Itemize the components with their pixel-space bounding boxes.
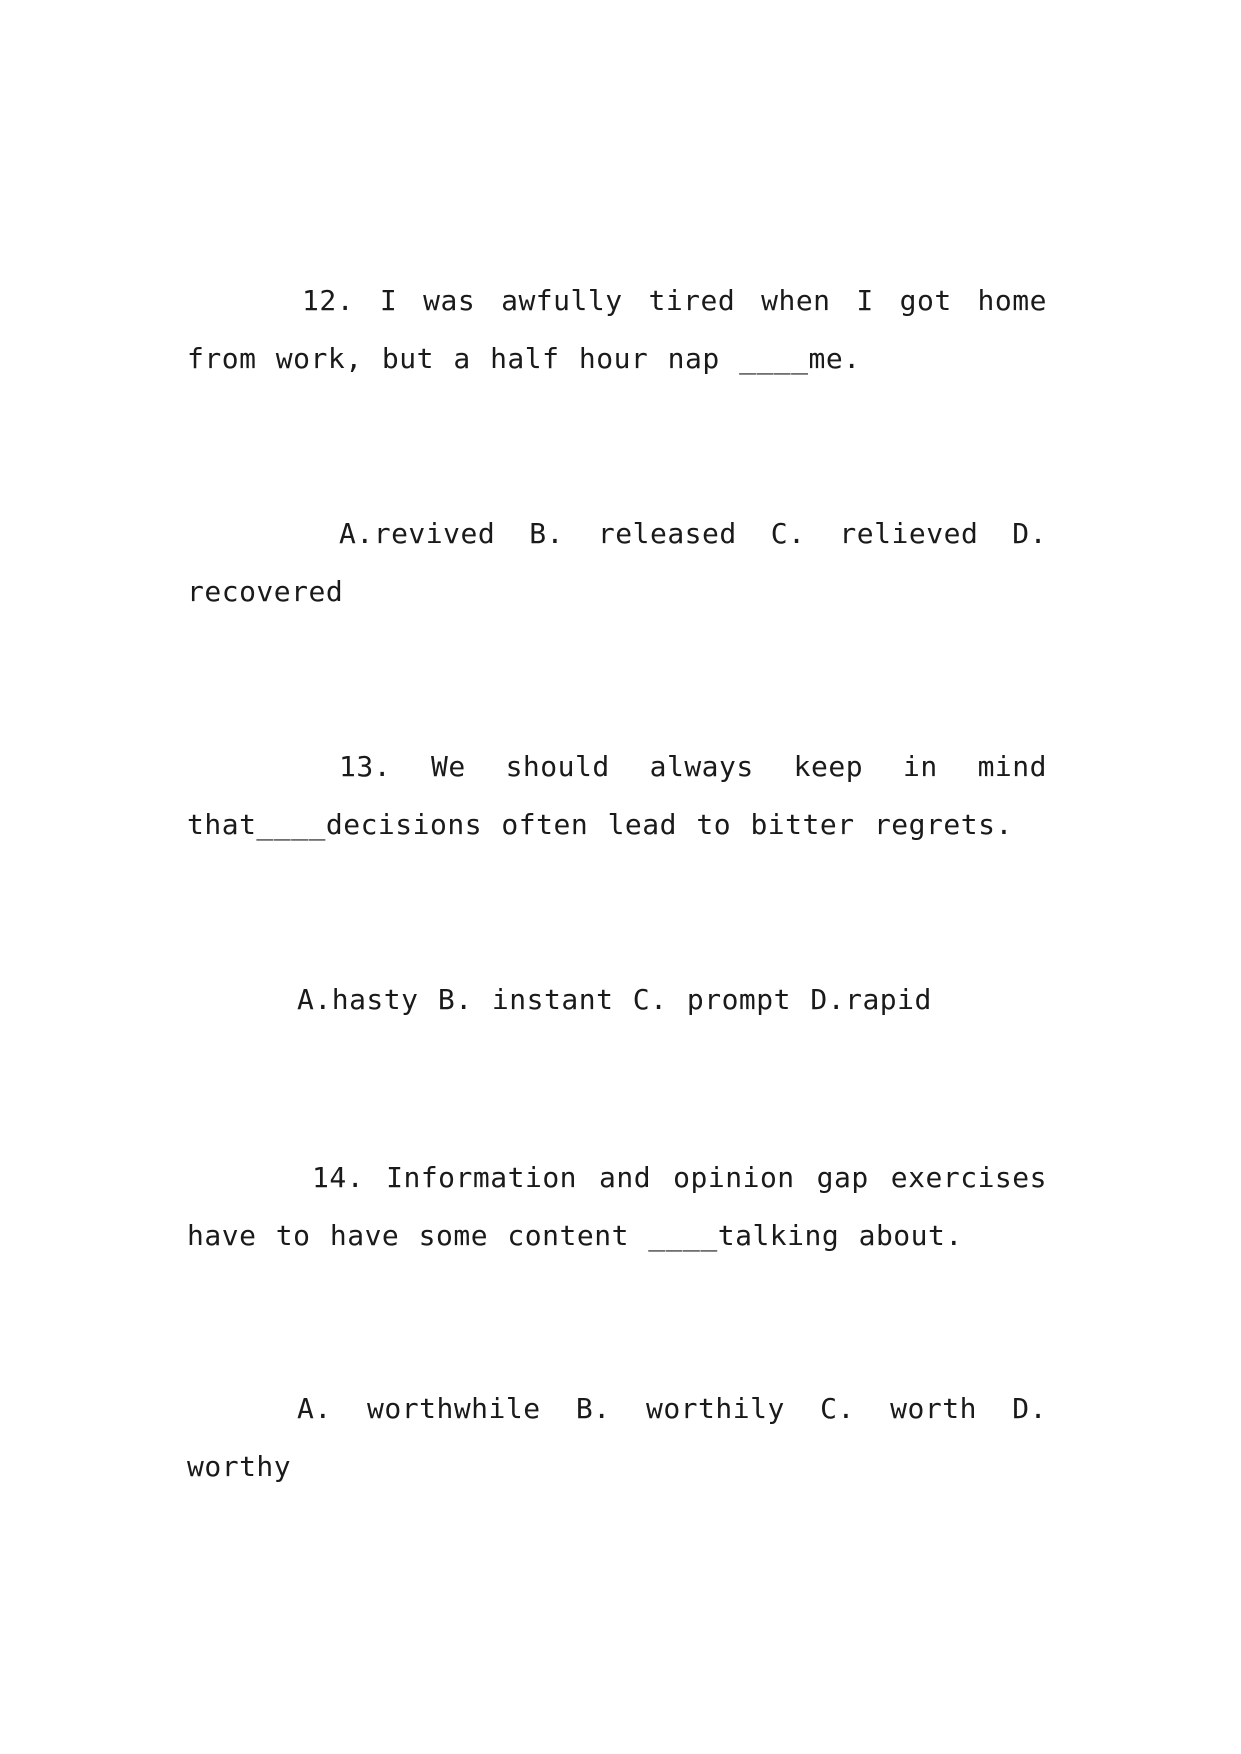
question-13-stem: 13. We should always keep in mind that____decisions often lead to bitter regrets. — [187, 750, 1047, 841]
question-12-stem: 12. I was awfully tired when I got home from work, but a half hour nap ____me. — [187, 284, 1047, 375]
question-13-options: A.hasty B. instant C. prompt D.rapid — [297, 983, 932, 1016]
question-14-options: A. worthwhile B. worthily C. worth D. worthy — [187, 1392, 1047, 1483]
question-12-options: A.revived B. released C. relieved D. recovered — [187, 517, 1047, 608]
question-14-stem: 14. Information and opinion gap exercises have to have some content ____talking about. — [187, 1161, 1047, 1252]
